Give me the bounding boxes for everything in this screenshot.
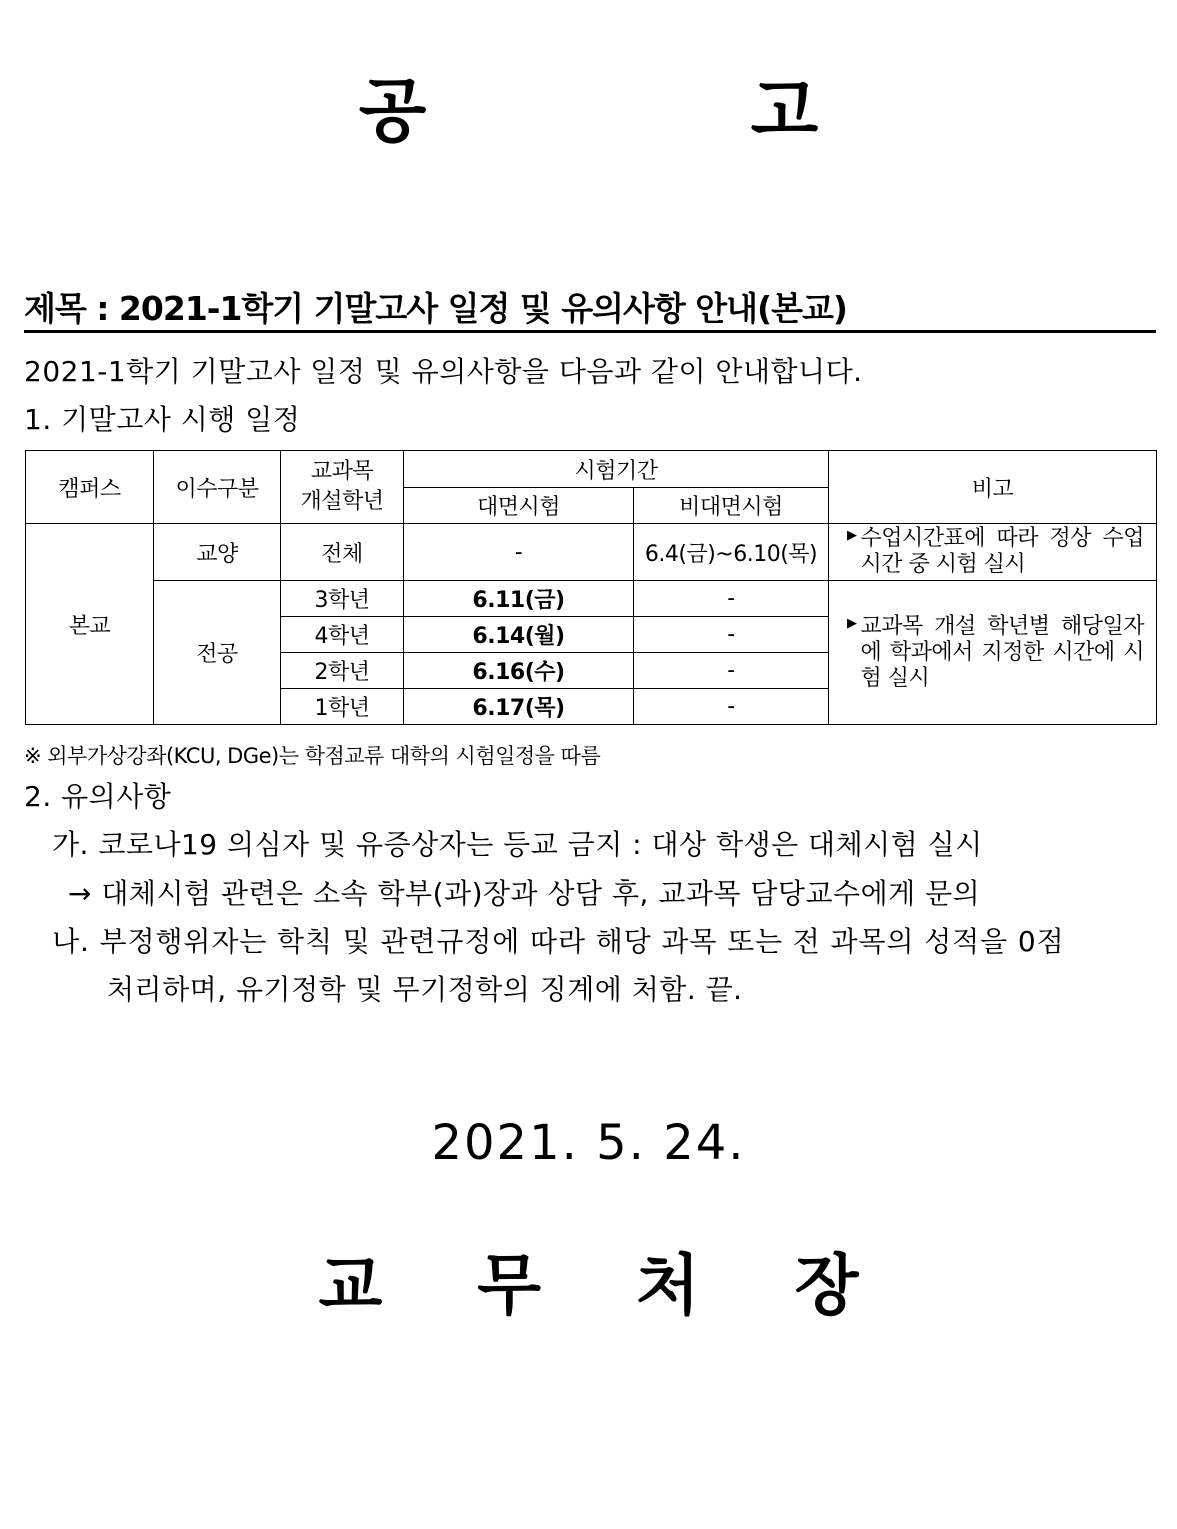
notice-ga: 가. 코로나19 의심자 및 유증상자는 등교 금지 : 대상 학생은 대체시험 실시 [52, 828, 983, 861]
major-remark: 교과목 개설 학년별 해당일자에 학과에서 지정한 시간에 시험 실시 [860, 613, 1145, 691]
header-exam-period: 시험기간 [404, 451, 829, 488]
major-grade: 2학년 [281, 653, 404, 689]
major-remark-cell [829, 581, 1157, 725]
header-in-person: 대면시험 [404, 488, 634, 524]
major-in-person: 6.16(수) [404, 653, 634, 689]
general-remark: 수업시간표에 따라 정상 수업시간 중 시험 실시 [860, 526, 1145, 577]
general-online: 6.4(금)~6.10(목) [634, 524, 829, 581]
major-grade: 4학년 [281, 617, 404, 653]
general-grade: 전체 [281, 524, 404, 581]
bullet-triangle-icon: ▶ [847, 528, 857, 543]
footnote: ※ 외부가상강좌(KCU, DGe)는 학점교류 대학의 시험일정을 따름 [24, 744, 601, 768]
header-category: 이수구분 [154, 451, 281, 524]
general-in-person: - [404, 524, 634, 581]
header-online: 비대면시험 [634, 488, 829, 524]
header-campus: 캠퍼스 [26, 451, 154, 524]
major-in-person: 6.11(금) [404, 581, 634, 617]
major-online: - [634, 653, 829, 689]
major-online: - [634, 581, 829, 617]
major-in-person: 6.17(목) [404, 689, 634, 725]
general-category: 교양 [154, 524, 281, 581]
subject-title: 제목 : 2021-1학기 기말고사 일정 및 유의사항 안내(본교) [24, 289, 847, 328]
campus-cell: 본교 [26, 524, 154, 725]
section1-title: 1. 기말고사 시행 일정 [24, 403, 301, 436]
header-grade: 교과목 개설학년 [281, 451, 404, 524]
major-grade: 1학년 [281, 689, 404, 725]
major-in-person: 6.14(월) [404, 617, 634, 653]
notice-na-line1: 나. 부정행위자는 학칙 및 관련규정에 따라 해당 과목 또는 전 과목의 성적을 0점 [52, 925, 1065, 958]
exam-schedule-table [25, 450, 1157, 725]
section2-title: 2. 유의사항 [24, 780, 172, 813]
intro-text: 2021-1학기 기말고사 일정 및 유의사항을 다음과 같이 안내합니다. [24, 355, 863, 388]
issuer-name: 교 무 처 장 [318, 1247, 895, 1324]
bullet-triangle-icon: ▶ [847, 615, 857, 631]
title-underline [24, 330, 1156, 333]
notice-na-line2: 처리하며, 유기정학 및 무기정학의 징계에 처함. 끝. [107, 973, 743, 1006]
issue-date: 2021. 5. 24. [431, 1115, 746, 1171]
document-heading: 공 고 [358, 70, 969, 152]
major-online: - [634, 617, 829, 653]
major-category: 전공 [154, 581, 281, 725]
major-grade: 3학년 [281, 581, 404, 617]
general-remark-cell [829, 524, 1157, 581]
major-online: - [634, 689, 829, 725]
header-remarks: 비고 [829, 451, 1157, 524]
notice-ga-sub: → 대체시험 관련은 소속 학부(과)장과 상담 후, 교과목 담당교수에게 문의 [68, 877, 981, 910]
